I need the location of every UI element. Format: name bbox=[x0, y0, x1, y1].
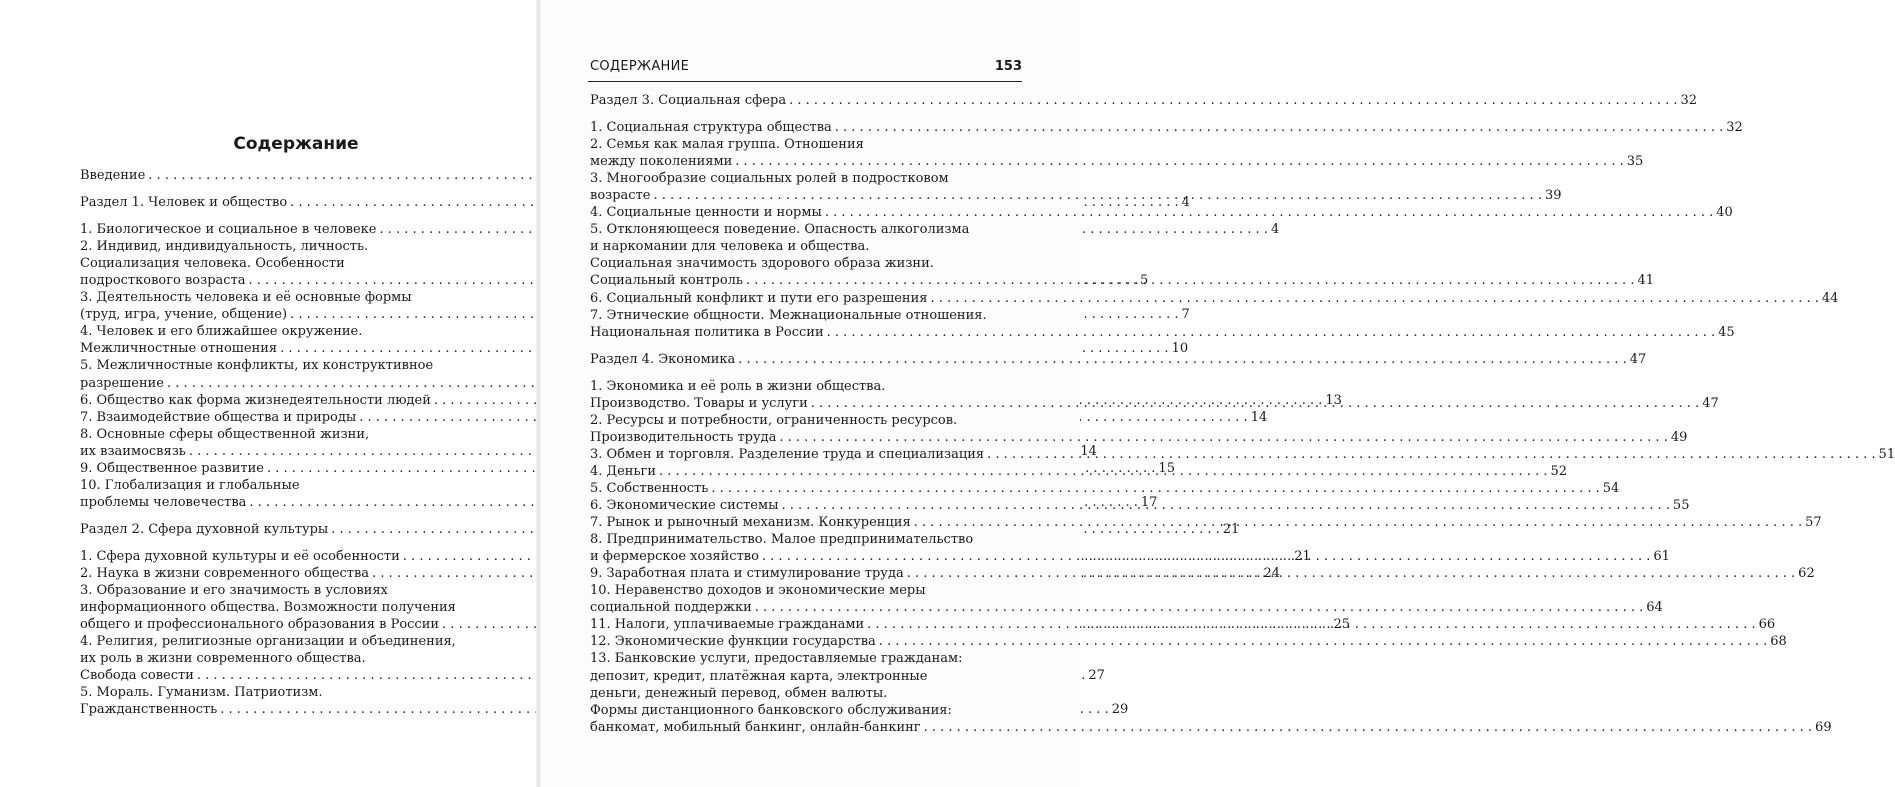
toc-entry-text: Введение bbox=[80, 168, 146, 183]
toc-entry-text: Гражданственность bbox=[80, 702, 218, 718]
toc-entry-page: 39 bbox=[1544, 188, 1562, 204]
toc-entry-line: Формы дистанционного банковского обслуживания: bbox=[590, 702, 952, 718]
toc-entry-line: 13. Банковские услуги, предоставляемые гражданам: bbox=[590, 651, 963, 667]
toc-entry-text: 12. Экономические функции государства bbox=[590, 634, 876, 650]
running-header-title: СОДЕРЖАНИЕ bbox=[590, 59, 690, 74]
toc-entry bbox=[590, 582, 1663, 616]
toc-entry-page: 32 bbox=[1680, 93, 1698, 108]
toc-entry-line bbox=[590, 599, 1663, 616]
toc-entry-line bbox=[590, 429, 1688, 446]
toc-entry-page: 66 bbox=[1758, 617, 1776, 633]
toc-entry-page: 27 bbox=[1088, 668, 1105, 684]
toc-entry-page: 47 bbox=[1702, 395, 1719, 411]
dot-leader bbox=[921, 719, 1815, 736]
toc-entry-line: деньги, денежный перевод, обмен валюты. bbox=[590, 685, 888, 701]
toc-entry-text: Раздел 3. Социальная сфера bbox=[590, 93, 787, 108]
toc-entry-text: Социальный контроль bbox=[590, 273, 743, 289]
toc-entry-page: 52 bbox=[1550, 463, 1568, 479]
toc-entry-text: и фермерское хозяйство bbox=[590, 549, 759, 565]
page-number: 153 bbox=[994, 59, 1022, 74]
toc-entry-line: депозит, кредит, платёжная карта, электронные bbox=[590, 668, 928, 684]
toc-entry-text: возрасте bbox=[590, 188, 651, 204]
dot-leader bbox=[824, 324, 1718, 341]
toc-entry-text: 9. Заработная плата и стимулирование труда bbox=[590, 566, 904, 582]
toc-entry-line: 10. Глобализация и глобальные bbox=[80, 477, 300, 493]
toc-entry-page: 40 bbox=[1716, 205, 1733, 221]
toc-entry-page: 54 bbox=[1602, 480, 1620, 496]
toc-entry-text: Раздел 2. Сфера духовной культуры bbox=[80, 521, 329, 537]
toc-entry-line bbox=[590, 204, 1733, 221]
toc-entry-page: 51 bbox=[1878, 446, 1895, 462]
toc-entry-text: Производительность труда bbox=[590, 429, 777, 445]
dot-leader bbox=[776, 429, 1670, 446]
toc-entry bbox=[80, 357, 512, 391]
toc-entry-page: 24 bbox=[1263, 565, 1281, 581]
toc-entry-page: 5 bbox=[1139, 273, 1149, 289]
dot-leader bbox=[864, 616, 1758, 633]
toc-entry-line bbox=[590, 119, 1743, 136]
toc-entry-page: 68 bbox=[1770, 634, 1787, 650]
toc-entry-text: 7. Взаимодействие общества и природы bbox=[80, 409, 357, 425]
dot-leader bbox=[656, 463, 1550, 480]
toc-entry-page: 25 bbox=[1333, 617, 1351, 633]
toc-entry-line: 4. Религия, религиозные организации и объединения, bbox=[80, 634, 456, 650]
toc-entry-line bbox=[590, 153, 1644, 170]
toc-entry-line: 5. Мораль. Гуманизм. Патриотизм. bbox=[80, 685, 323, 701]
toc-entry-page: 7 bbox=[1181, 307, 1190, 323]
toc-entry-page: 21 bbox=[1222, 521, 1240, 537]
toc-entry-text: банкомат, мобильный банкинг, онлайн-банкинг bbox=[590, 719, 921, 735]
toc-entry-page: 35 bbox=[1626, 154, 1644, 170]
dot-leader bbox=[822, 204, 1716, 221]
toc-entry-text: 6. Экономические системы bbox=[590, 498, 779, 514]
toc-entry-page: 4 bbox=[1181, 195, 1190, 211]
toc-entry-line: 1. Экономика и её роль в жизни общества. bbox=[590, 378, 886, 394]
toc-entry bbox=[590, 221, 1654, 289]
toc-entry bbox=[590, 92, 1698, 109]
dot-leader bbox=[708, 480, 1602, 497]
toc-entry bbox=[590, 480, 1620, 497]
toc-entry-text: (труд, игра, учение, общение) bbox=[80, 307, 288, 323]
toc-entry-page: 44 bbox=[1821, 290, 1839, 306]
toc-entry-text: общего и профессионального образования в России bbox=[80, 617, 440, 633]
dot-leader bbox=[911, 514, 1805, 531]
toc-entry-page: 4 bbox=[1270, 222, 1280, 238]
toc-entry-page: 14 bbox=[1080, 443, 1097, 459]
toc-entry-line bbox=[590, 187, 1562, 204]
toc-entry-text: 4. Деньги bbox=[590, 463, 657, 479]
toc-entry-page: 21 bbox=[1294, 548, 1311, 564]
dot-leader bbox=[743, 272, 1637, 289]
toc-entry-line: 2. Семья как малая группа. Отношения bbox=[590, 137, 864, 153]
toc-entry-text: подросткового возраста bbox=[80, 273, 246, 289]
toc-entry-line: их роль в жизни современного общества. bbox=[80, 651, 366, 667]
toc-entry-text: 1. Биологическое и социальное в человеке bbox=[80, 222, 377, 238]
toc-entry-text: 4. Социальные ценности и нормы bbox=[590, 205, 822, 221]
toc-entry-line: Социализация человека. Особенности bbox=[80, 256, 345, 272]
toc-entry-line bbox=[80, 340, 1189, 357]
toc-entry-line bbox=[590, 351, 1647, 368]
toc-entry-line: 3. Деятельность человека и её основные формы bbox=[80, 290, 412, 306]
toc-entry-text: Межличностные отношения bbox=[80, 341, 278, 357]
toc-entry-text: Национальная политика в России bbox=[590, 324, 824, 340]
toc-entry-text: 5. Собственность bbox=[590, 480, 709, 496]
toc-entry-page: 29 bbox=[1111, 702, 1129, 718]
toc-entry-text: 3. Обмен и торговля. Разделение труда и специализация bbox=[590, 446, 985, 462]
toc-entry-page: 41 bbox=[1637, 273, 1654, 289]
toc-entry-line: Социальная значимость здорового образа жизни. bbox=[590, 256, 934, 272]
toc-entry-page: 45 bbox=[1718, 324, 1735, 340]
toc-entry-text: Раздел 4. Экономика bbox=[590, 351, 736, 367]
toc-entry-page: 61 bbox=[1653, 549, 1670, 565]
toc-entry-line bbox=[590, 92, 1698, 109]
running-header bbox=[590, 59, 1022, 77]
toc-entry-text: их взаимосвязь bbox=[80, 443, 186, 459]
toc-entry-text: социальной поддержки bbox=[590, 600, 752, 616]
toc-entry-text: 1. Социальная структура общества bbox=[590, 120, 832, 136]
toc-entry-line: 5. Отклоняющееся поведение. Опасность алкоголизма bbox=[590, 222, 970, 238]
toc-entry-line: 3. Образование и его значимость в условиях bbox=[80, 583, 388, 599]
toc-entry bbox=[590, 633, 1787, 650]
toc-entry bbox=[590, 351, 1647, 368]
toc-entry-text: Свобода совести bbox=[80, 668, 194, 684]
toc-entry bbox=[590, 170, 1562, 204]
toc-entry-text: 6. Общество как форма жизнедеятельности людей bbox=[80, 392, 431, 408]
dot-leader bbox=[732, 153, 1626, 170]
toc-entry-page: 62 bbox=[1798, 566, 1815, 582]
toc-entry-page: 13 bbox=[1325, 392, 1342, 408]
toc-entry-line: и наркомании для человека и общества. bbox=[590, 239, 870, 255]
toc-entry bbox=[590, 119, 1743, 136]
dot-leader bbox=[650, 187, 1544, 204]
toc-entry-page: 64 bbox=[1646, 600, 1663, 616]
toc-entry-text: между поколениями bbox=[590, 154, 733, 170]
toc-entry-page: 32 bbox=[1726, 120, 1743, 136]
toc-entry bbox=[590, 204, 1733, 221]
dot-leader bbox=[786, 92, 1680, 109]
header-rule bbox=[588, 81, 1022, 82]
toc-entry-text: разрешение bbox=[80, 375, 164, 391]
toc-entry bbox=[590, 290, 1839, 307]
toc-entry-line bbox=[80, 167, 512, 184]
toc-entry-line: 8. Предпринимательство. Малое предпринимательство bbox=[590, 532, 974, 548]
toc-entry-line: 3. Многообразие социальных ролей в подростковом bbox=[590, 171, 949, 187]
toc-entry-page: 55 bbox=[1672, 498, 1690, 514]
dot-leader bbox=[808, 395, 1702, 412]
toc-entry-line: 7. Этнические общности. Межнациональные отношения. bbox=[590, 307, 987, 323]
toc-entry-text: проблемы человечества bbox=[80, 494, 247, 510]
toc-entry-line: 10. Неравенство доходов и экономические меры bbox=[590, 583, 926, 599]
dot-leader bbox=[735, 351, 1629, 368]
toc-entry-page: 69 bbox=[1815, 719, 1832, 735]
toc-entry bbox=[80, 167, 512, 184]
toc-entry-page: 15 bbox=[1158, 460, 1175, 476]
toc-entry-page: 49 bbox=[1670, 429, 1688, 445]
toc-entry-text: 7. Рынок и рыночный механизм. Конкуренция bbox=[590, 515, 911, 531]
toc-entry-text: 11. Налоги, уплачиваемые гражданами bbox=[590, 617, 865, 633]
toc-entry-text: Раздел 1. Человек и общество bbox=[80, 195, 288, 211]
toc-entry-text: 6. Социальный конфликт и пути его разрешения bbox=[590, 290, 928, 306]
toc-entry-text: 9. Общественное развитие bbox=[80, 460, 264, 476]
toc-entry-text: 2. Наука в жизни современного общества bbox=[80, 565, 370, 581]
toc-entry bbox=[590, 307, 1735, 341]
toc-entry-page: 14 bbox=[1250, 409, 1268, 425]
toc-entry-line bbox=[80, 375, 512, 392]
toc-entry-page: 47 bbox=[1629, 351, 1647, 367]
toc-entry-line bbox=[590, 633, 1787, 650]
toc-entry-line bbox=[590, 272, 1654, 289]
dot-leader bbox=[927, 290, 1821, 307]
toc-entry-page: 10 bbox=[1171, 341, 1189, 357]
toc-entry-line: 5. Межличностные конфликты, их конструктивное bbox=[80, 358, 434, 374]
toc-entry-line: информационного общества. Возможности получения bbox=[80, 600, 456, 616]
toc-entry-line bbox=[590, 719, 1832, 736]
dot-leader bbox=[904, 565, 1798, 582]
toc-entry-line: 2. Ресурсы и потребности, ограниченность ресурсов. bbox=[590, 412, 958, 428]
toc-entry-line bbox=[590, 480, 1620, 497]
toc-entry bbox=[590, 136, 1644, 170]
toc-entry-page: 17 bbox=[1140, 494, 1158, 510]
toc-entry-line bbox=[590, 324, 1735, 341]
dot-leader bbox=[984, 446, 1878, 463]
toc-entry-text: Производство. Товары и услуги bbox=[590, 395, 808, 411]
toc-title: Содержание bbox=[233, 134, 359, 154]
toc-entry-line: 8. Основные сферы общественной жизни, bbox=[80, 426, 370, 442]
toc-entry-line: 4. Человек и его ближайшее окружение. bbox=[80, 324, 363, 340]
dot-leader bbox=[759, 548, 1653, 565]
toc-entry-line bbox=[590, 290, 1839, 307]
toc-entry-text: 1. Сфера духовной культуры и её особенности bbox=[80, 548, 400, 564]
dot-leader bbox=[778, 497, 1672, 514]
dot-leader bbox=[832, 119, 1726, 136]
toc-entry-line: 2. Индивид, индивидуальность, личность. bbox=[80, 239, 369, 255]
dot-leader bbox=[876, 633, 1770, 650]
toc-entry-page: 57 bbox=[1805, 515, 1822, 531]
dot-leader bbox=[752, 599, 1646, 616]
